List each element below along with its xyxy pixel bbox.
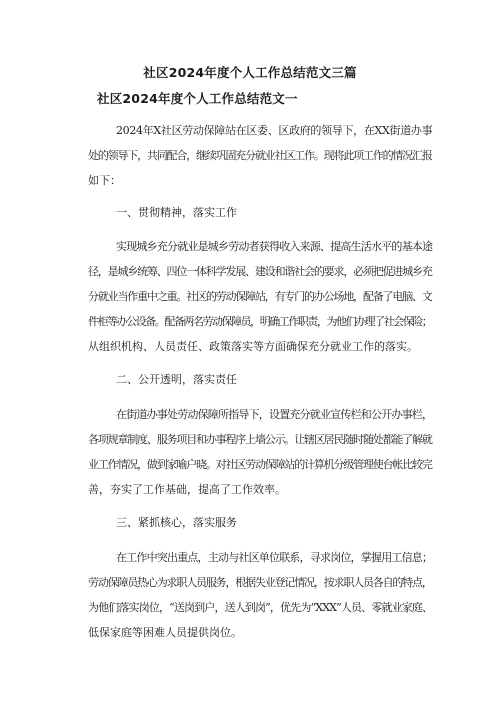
paragraph-line: 业工作情况，做到家喻户晓。对社区劳动保障站的计算机分级管理使台帐比较完 xyxy=(88,458,432,471)
paragraph-line: 从组织机构、人员责任、政策落实等方面确保充分就业工作的落实。 xyxy=(88,340,418,353)
paragraph-line: 实现城乡充分就业是城乡劳动者获得收入来源、提高生活水平的基本途 xyxy=(116,240,433,253)
section-2-paragraph xyxy=(88,402,433,502)
paragraph-line: 在街道办事处劳动保障所指导下，设置充分就业宣传栏和公开办事栏， xyxy=(116,408,433,421)
paragraph-line: 处的领导下，共同配合，继续巩固充分就业社区工作。现将此项工作的情况汇报 xyxy=(88,149,432,162)
intro-paragraph xyxy=(88,118,433,193)
paragraph-line: 径，是城乡统筹、四位一体科学发展、建设和谐社会的要求，必须把促进城乡充 xyxy=(88,265,432,278)
paragraph-line: 劳动保障员热心为求职人员服务，根据失业登记情况，按求职人员各自的特点， xyxy=(88,576,432,589)
document-subtitle: 社区2024年度个人工作总结范文一 xyxy=(97,91,298,106)
paragraph-line: 在工作中突出重点，主动与社区单位联系，寻求岗位，掌握用工信息； xyxy=(116,551,433,564)
section-3-heading: 三、紧抓核心，落实服务 xyxy=(116,516,237,529)
section-1-heading: 一、贯彻精神，落实工作 xyxy=(116,206,237,219)
paragraph-line: 如下： xyxy=(88,174,121,187)
paragraph-line: 2024年X社区劳动保障站在区委、区政府的领导下，在XX街道办事 xyxy=(116,124,433,137)
section-1-paragraph xyxy=(88,234,433,359)
paragraph-line: 善，夯实了工作基础，提高了工作效率。 xyxy=(88,483,286,496)
section-2-heading: 二、公开透明，落实责任 xyxy=(116,373,237,386)
document-title: 社区2024年度个人工作总结范文三篇 xyxy=(143,65,357,80)
paragraph-line: 分就业当作重中之重。社区的劳动保障站，有专门的办公场地，配备了电脑、文 xyxy=(88,290,432,303)
section-3-paragraph xyxy=(88,545,433,645)
paragraph-line: 各项规章制度、服务项目和办事程序上墙公示。让辖区居民随时随处都能了解就 xyxy=(88,433,432,446)
paragraph-line: 为他们落实岗位，“送岗到户，送人到岗”，优先为“XXX”人员、零就业家庭、 xyxy=(88,601,433,614)
paragraph-line: 件柜等办公设备。配备两名劳动保障员，明确工作职责，为他们办理了社会保险； xyxy=(88,315,432,328)
paragraph-line: 低保家庭等困难人员提供岗位。 xyxy=(88,626,242,639)
